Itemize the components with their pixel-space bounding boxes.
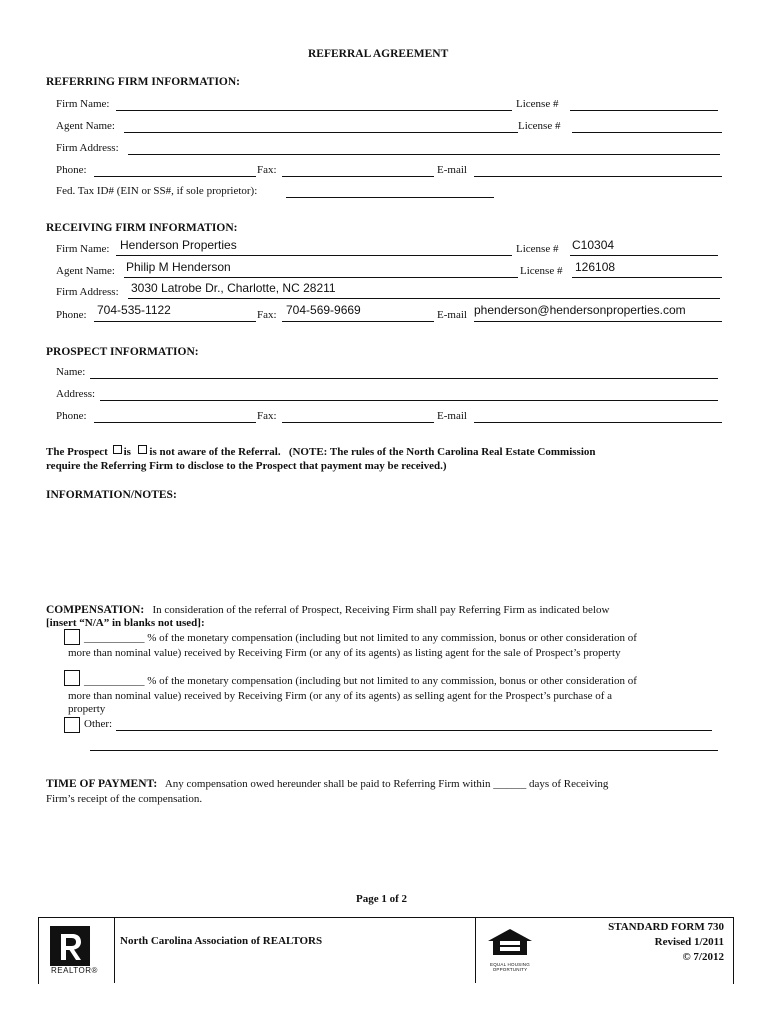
referring-heading: REFERRING FIRM INFORMATION: xyxy=(46,76,241,88)
pro-name-field[interactable] xyxy=(90,378,718,379)
awareness-is-not: is not aware of the Referral. xyxy=(149,446,281,458)
footer-divider-2 xyxy=(475,917,476,983)
rec-firm-license-field[interactable] xyxy=(570,255,718,256)
pro-email-label: E-mail xyxy=(437,410,467,422)
rec-phone-field[interactable] xyxy=(94,321,256,322)
rec-email-field[interactable] xyxy=(474,321,722,322)
listing-option-line-2-text: more than nominal value) received by Receiving Firm (or any of its agents) as listing agent for the sale of Prospect’s property xyxy=(68,647,621,659)
realtor-logo-text: REALTOR® xyxy=(51,966,98,975)
pro-email-field[interactable] xyxy=(474,422,722,423)
selling-agent-checkbox[interactable] xyxy=(64,670,80,686)
ref-license-label: License # xyxy=(516,98,559,110)
document-title: REFERRAL AGREEMENT xyxy=(308,48,449,60)
awareness-line-2: require the Referring Firm to disclose to the Prospect that payment may be received.) xyxy=(46,460,447,472)
rec-email-value: phenderson@hendersonproperties.com xyxy=(474,303,686,317)
ref-email-label: E-mail xyxy=(437,164,467,176)
pro-address-label: Address: xyxy=(56,388,96,400)
time-of-payment-line-2: Firm’s receipt of the compensation. xyxy=(46,793,203,805)
ref-firm-license-field[interactable] xyxy=(570,110,718,111)
rec-firm-name-field[interactable] xyxy=(116,255,512,256)
rec-license-label: License # xyxy=(516,243,559,255)
equal-housing-logo xyxy=(485,927,535,972)
pro-fax-label: Fax: xyxy=(257,410,277,422)
ref-agent-name-label: Agent Name: xyxy=(56,120,115,132)
other-label: Other: xyxy=(84,718,113,730)
rec-fax-field[interactable] xyxy=(282,321,434,322)
association-name: North Carolina Association of REALTORS xyxy=(120,935,323,947)
selling-option-line-1: ___________ % of the monetary compensation (including but not limited to any commission, bonus or other consideration of xyxy=(84,675,637,687)
realtor-logo xyxy=(50,926,90,966)
ref-firm-name-label: Firm Name: xyxy=(56,98,110,110)
rec-firm-address-value: 3030 Latrobe Dr., Charlotte, NC 28211 xyxy=(131,281,336,295)
rec-phone-value: 704-535-1122 xyxy=(97,303,171,317)
rec-firm-name-value: Henderson Properties xyxy=(120,238,237,252)
insert-na-instruction: [insert “N/A” in blanks not used]: xyxy=(46,617,205,629)
ref-firm-address-label: Firm Address: xyxy=(56,142,119,154)
notes-heading: INFORMATION/NOTES: xyxy=(46,489,177,501)
other-checkbox[interactable] xyxy=(64,717,80,733)
awareness-note: (NOTE: The rules of the North Carolina Real Estate Commission xyxy=(288,446,596,458)
prospect-heading: PROSPECT INFORMATION: xyxy=(46,346,199,358)
rec-agent-license-value: 126108 xyxy=(575,260,616,274)
ref-fax-label: Fax: xyxy=(257,164,277,176)
ref-phone-label: Phone: xyxy=(56,164,87,176)
awareness-prefix: The Prospect xyxy=(46,446,108,458)
awareness-is: is xyxy=(123,446,131,458)
equal-housing-house-icon xyxy=(485,927,535,957)
pro-fax-field[interactable] xyxy=(282,422,434,423)
receiving-heading: RECEIVING FIRM INFORMATION: xyxy=(46,222,238,234)
time-of-payment-line-1 xyxy=(46,778,608,790)
compensation-heading: COMPENSATION: xyxy=(46,604,145,616)
selling-option-line-3: property xyxy=(68,703,106,715)
ref-email-field[interactable] xyxy=(474,176,722,177)
rec-firm-address-label: Firm Address: xyxy=(56,286,119,298)
awareness-line-1 xyxy=(46,445,596,458)
rec-agent-name-field[interactable] xyxy=(124,277,518,278)
ref-agent-license-label: License # xyxy=(518,120,561,132)
ref-tax-id-field[interactable] xyxy=(286,197,494,198)
ref-agent-name-field[interactable] xyxy=(124,132,518,133)
rec-agent-name-label: Agent Name: xyxy=(56,265,115,277)
ref-phone-field[interactable] xyxy=(94,176,256,177)
pro-phone-field[interactable] xyxy=(94,422,256,423)
listing-agent-checkbox[interactable] xyxy=(64,629,80,645)
page-number: Page 1 of 2 xyxy=(356,893,408,905)
rec-fax-value: 704-569-9669 xyxy=(286,303,361,317)
prospect-is-aware-checkbox[interactable] xyxy=(113,445,122,454)
ref-tax-id-label: Fed. Tax ID# (EIN or SS#, if sole proprietor): xyxy=(56,185,258,197)
equal-housing-text: EQUAL HOUSING OPPORTUNITY xyxy=(490,962,530,972)
rec-firm-name-label: Firm Name: xyxy=(56,243,110,255)
realtor-r-icon xyxy=(50,926,90,966)
rec-firm-license-value: C10304 xyxy=(572,238,615,252)
form-revised: Revised 1/2011 xyxy=(654,936,724,948)
compensation-line xyxy=(46,604,609,616)
pro-address-field[interactable] xyxy=(100,400,718,401)
rec-fax-label: Fax: xyxy=(257,309,277,321)
listing-option-line-1: ___________ % of the monetary compensation (including but not limited to any commission, bonus or other consideration of xyxy=(84,632,637,644)
prospect-is-not-aware-checkbox[interactable] xyxy=(138,445,147,454)
time-of-payment-text: Any compensation owed hereunder shall be paid to Referring Firm within ______ days of Receiving xyxy=(164,778,609,790)
rec-agent-license-field[interactable] xyxy=(572,277,722,278)
pro-phone-label: Phone: xyxy=(56,410,87,422)
rec-phone-label: Phone: xyxy=(56,309,87,321)
time-of-payment-heading: TIME OF PAYMENT: xyxy=(46,778,158,790)
ref-agent-license-field[interactable] xyxy=(572,132,722,133)
selling-option-line-2: more than nominal value) received by Receiving Firm (or any of its agents) as selling agent for the Prospect’s purchase of a xyxy=(68,690,613,702)
rec-agent-name-value: Philip M Henderson xyxy=(126,260,231,274)
rec-firm-address-field[interactable] xyxy=(128,298,720,299)
other-field-line-2[interactable] xyxy=(90,750,718,751)
form-number: STANDARD FORM 730 xyxy=(608,921,724,933)
ref-firm-address-field[interactable] xyxy=(128,154,720,155)
form-copyright: © 7/2012 xyxy=(682,951,724,963)
rec-agent-license-label: License # xyxy=(520,265,563,277)
other-field-line-1[interactable] xyxy=(116,730,712,731)
ref-firm-name-field[interactable] xyxy=(116,110,512,111)
footer-divider-1 xyxy=(114,917,115,983)
compensation-intro: In consideration of the referral of Prospect, Receiving Firm shall pay Referring Firm as indicated below xyxy=(152,604,610,616)
rec-email-label: E-mail xyxy=(437,309,467,321)
pro-name-label: Name: xyxy=(56,366,86,378)
notes-area[interactable] xyxy=(46,506,722,596)
ref-fax-field[interactable] xyxy=(282,176,434,177)
